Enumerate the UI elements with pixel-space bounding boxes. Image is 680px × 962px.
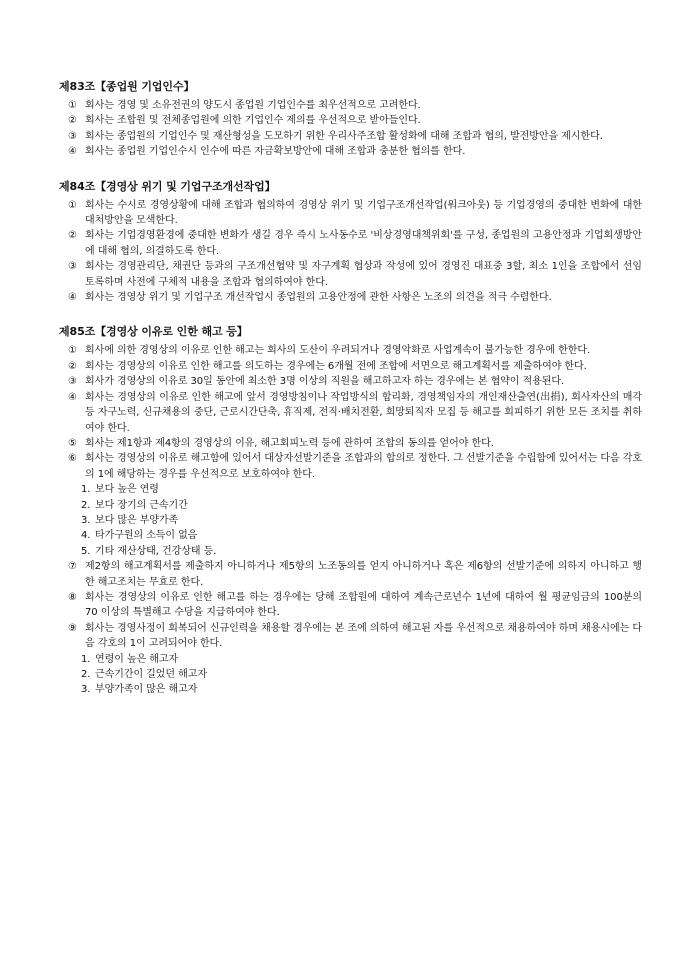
clause xyxy=(59,129,642,144)
clause-marker: ⑦ xyxy=(68,561,77,573)
article-83 xyxy=(59,79,642,160)
subitem-list xyxy=(59,652,642,698)
clause-text: 회사는 제1항과 제4항의 경영상의 이유, 해고회피노력 등에 관하여 조합의 동의를 얻어야 한다. xyxy=(85,437,494,449)
clause xyxy=(59,98,642,113)
clause-marker: ② xyxy=(68,115,77,127)
clause-marker: ① xyxy=(68,199,77,211)
clause-marker: ③ xyxy=(68,130,77,142)
clause-text: 회사에 의한 경영상의 이유로 인한 해고는 회사의 도산이 우려되거나 경영악화로 사업계속이 불가능한 경우에 한한다. xyxy=(85,345,591,357)
clause-list xyxy=(59,98,642,160)
subitem-marker: 5. xyxy=(81,545,91,557)
clause-marker: ② xyxy=(68,230,77,242)
clause-marker: ② xyxy=(68,360,77,372)
clause-marker: ⑧ xyxy=(68,591,77,603)
clause xyxy=(59,559,642,590)
subitem-marker: 1. xyxy=(81,653,91,665)
subitem-text: 타가구원의 소득이 없음 xyxy=(95,530,198,542)
clause-text: 회사는 수시로 경영상황에 대해 조합과 협의하여 경영상 위기 및 기업구조개선작업(워크아웃) 등 기업경영의 중대한 변화에 대한 대처방안을 모색한다. xyxy=(85,199,642,227)
clause-text: 제2항의 해고계획서를 제출하지 아니하거나 제5항의 노조동의를 얻지 아니하거나 혹은 제6항의 선발기준에 의하지 아니하고 행한 해고조치는 무효로 한다. xyxy=(85,561,642,588)
list-item xyxy=(59,498,642,513)
subitem-text: 보다 장기의 근속기간 xyxy=(95,499,188,511)
list-item xyxy=(59,513,642,528)
clause xyxy=(59,144,642,159)
clause-list xyxy=(59,198,642,306)
clause xyxy=(59,198,642,229)
clause-marker: ③ xyxy=(68,376,77,388)
subitem-text: 부양가족이 많은 해고자 xyxy=(95,684,198,696)
clause-marker: ① xyxy=(68,345,77,357)
clause-text: 회사는 경영상 위기 및 기업구조 개선작업시 종업원의 고용안정에 관한 사항은 노조의 의견을 적극 수렴한다. xyxy=(85,292,552,304)
clause xyxy=(59,259,642,290)
clause-text: 회사는 경영상의 이유로 인한 해고를 하는 경우에는 당해 조합원에 대하여 계속근로년수 1년에 대하여 월 평균임금의 100분의 70 이상의 특별해고 수당을 지급하여야 한다. xyxy=(85,591,642,619)
clause-text: 회사는 기업경영환경에 중대한 변화가 생길 경우 즉시 노사동수로 '비상경영대책위회'를 구성, 종업원의 고용안정과 기업회생방안에 대해 협의, 의결하도록 한다. xyxy=(85,230,642,257)
clause-marker: ③ xyxy=(68,261,77,273)
list-item xyxy=(59,482,642,497)
clause-marker: ⑤ xyxy=(68,437,77,449)
clause xyxy=(59,374,642,389)
clause-text: 회사는 종업원 기업인수시 인수에 따른 자금확보방안에 대해 조합과 충분한 협의를 한다. xyxy=(85,146,466,158)
clause-text: 회사는 경영사정이 회복되어 신규인력을 채용할 경우에는 본 조에 의하여 해고된 자를 우선적으로 채용하여야 하며 채용시에는 다음 각호의 1이 고려되어야 한다. xyxy=(85,622,642,650)
clause xyxy=(59,451,642,482)
article-84 xyxy=(59,179,642,306)
clause xyxy=(59,390,642,436)
list-item xyxy=(59,682,642,697)
clause-text: 회사가 경영상의 이유로 30일 동안에 최소한 3명 이상의 직원을 해고하고자 하는 경우에는 본 협약이 적용된다. xyxy=(85,376,565,388)
subitem-list xyxy=(59,482,642,559)
clause xyxy=(59,621,642,652)
article-title: 제84조【경영상 위기 및 기업구조개선작업】 xyxy=(59,179,276,193)
clause-text: 회사는 조합원 및 전체종업원에 의한 기업인수 제의를 우선적으로 받아들인다. xyxy=(85,115,421,127)
article-title: 제83조【종업원 기업인수】 xyxy=(59,80,195,93)
clause-text: 회사는 경영관리단, 채권단 등과의 구조개선협약 및 자구계획 협상과 작성에 있어 경영진 대표중 3할, 최소 1인을 조합에서 선임토록하며 사전에 구체적 내용을 조합과 협의하여야 한다. xyxy=(85,261,642,288)
subitem-text: 기타 재산상태, 건강상태 등. xyxy=(95,545,217,557)
subitem-marker: 4. xyxy=(81,530,91,542)
list-item xyxy=(59,652,642,667)
clause-list xyxy=(59,559,642,651)
clause xyxy=(59,113,642,128)
clause xyxy=(59,359,642,374)
subitem-text: 연령이 높은 해고자 xyxy=(95,653,179,665)
list-item xyxy=(59,544,642,559)
clause-text: 회사는 경영 및 소유전권의 양도시 종업원 기업인수를 최우선적으로 고려한다. xyxy=(85,100,421,111)
clause-marker: ④ xyxy=(68,391,77,403)
clause xyxy=(59,290,642,305)
clause-text: 회사는 경영상의 이유로 인한 해고에 앞서 경영방침이나 작업방식의 합리화, 경영책임자의 개인재산출연(出捐), 회사자산의 매각 등 자구노력, 신규채용의 중단, 근로시간단축, 휴직제, 전직·배치전환, 희망퇴직자 모집 등 해고를 회피하기 위한 모든 조치를 취하여야 한다. xyxy=(85,391,642,434)
clause xyxy=(59,343,642,358)
clause-marker: ④ xyxy=(68,146,77,158)
subitem-marker: 1. xyxy=(81,484,91,496)
clause xyxy=(59,436,642,451)
clause xyxy=(59,228,642,259)
clause-marker: ⑨ xyxy=(68,622,77,634)
clause-list xyxy=(59,343,642,482)
subitem-marker: 2. xyxy=(81,669,91,680)
subitem-text: 보다 많은 부양가족 xyxy=(95,514,179,526)
clause-text: 회사는 종업원의 기업인수 및 재산형성을 도모하기 위한 우리사주조합 활성화에 대해 조합과 협의, 발전방안을 제시한다. xyxy=(85,130,603,142)
subitem-text: 보다 높은 연령 xyxy=(95,484,159,496)
clause-text: 회사는 경영상의 이유로 인한 해고를 의도하는 경우에는 6개월 전에 조합에 서면으로 해고계획서를 제출하여야 한다. xyxy=(85,360,587,372)
subitem-marker: 3. xyxy=(81,514,91,526)
clause-marker: ⑥ xyxy=(68,453,77,465)
clause-marker: ④ xyxy=(68,292,77,304)
list-item xyxy=(59,667,642,682)
list-item xyxy=(59,528,642,543)
clause-text: 회사는 경영상의 이유로 해고함에 있어서 대상자선발기준을 조합과의 합의로 정한다. 그 선발기준을 수립함에 있어서는 다음 각호의 1에 해당하는 경우를 우선적으로 보호하여야 한다. xyxy=(85,453,642,480)
article-85 xyxy=(59,324,642,697)
clause xyxy=(59,590,642,621)
article-title: 제85조【경영상 이유로 인한 해고 등】 xyxy=(59,325,248,339)
clause-marker: ① xyxy=(68,100,77,111)
subitem-marker: 2. xyxy=(81,499,91,511)
subitem-marker: 3. xyxy=(81,684,91,696)
subitem-text: 근속기간이 길었던 해고자 xyxy=(95,669,207,680)
